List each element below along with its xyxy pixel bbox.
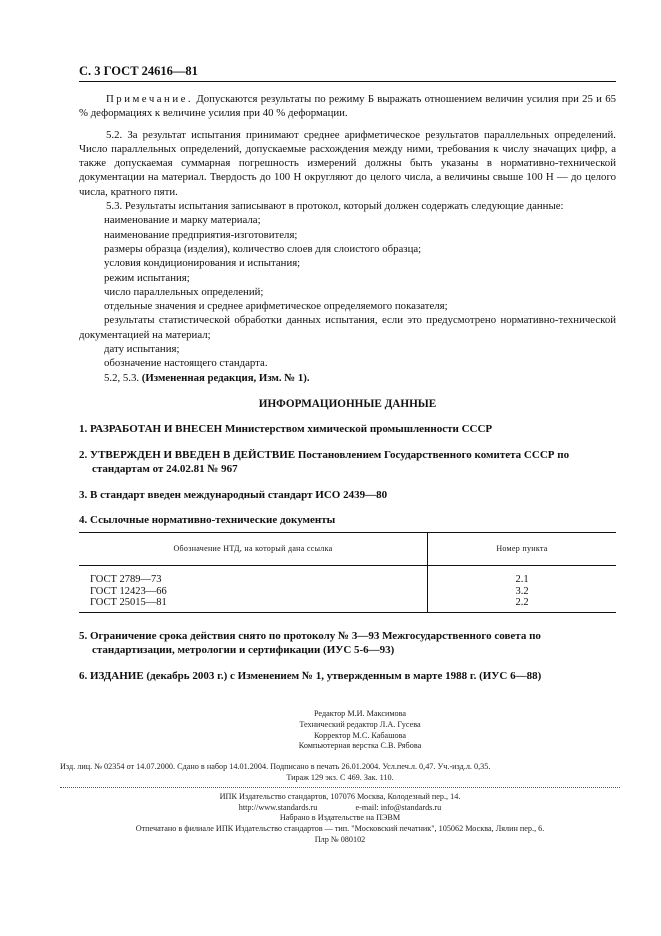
credit-tech-editor: Технический редактор Л.А. Гусева — [299, 719, 421, 729]
paragraph-5-3: 5.3. Результаты испытания записывают в протокол, который должен содержать следующие данные: — [106, 200, 564, 213]
info-item-5 — [79, 629, 616, 658]
table-header-document: Обозначение НТД, на который дана ссылка — [79, 532, 428, 565]
info-item-2-line-1: 2. УТВЕРЖДЕН И ВВЕДЕН В ДЕЙСТВИЕ Постановлением Государственного комитета СССР по — [79, 448, 570, 461]
table-header-clause: Номер пункта — [428, 532, 617, 565]
list-item: наименование и марку материала; — [104, 214, 261, 227]
print-run-line: Тираж 129 экз. С 469. Зак. 110. — [286, 772, 394, 782]
publisher-line: ИПК Издательство стандартов, 107076 Москва, Колодезный пер., 14. — [219, 791, 461, 801]
table-cell-document: ГОСТ 12423—66 — [79, 586, 428, 598]
info-item-5-line-1: 5. Ограничение срока действия снято по протоколу № 3—93 Межгосударственного совета по — [79, 629, 541, 642]
credit-editor: Редактор М.И. Максимова — [313, 709, 407, 718]
list-item: число параллельных определений; — [104, 285, 264, 298]
section-title: ИНФОРМАЦИОННЫЕ ДАННЫЕ — [258, 397, 437, 410]
imprint — [60, 709, 620, 846]
list-item: дату испытания; — [104, 343, 180, 356]
document-body — [79, 92, 616, 694]
plr-line: Плр № 080102 — [314, 834, 366, 844]
imprint-divider — [60, 787, 620, 788]
info-item-2 — [79, 448, 616, 477]
list-item: отдельные значения и среднее арифметическое определяемого показателя; — [104, 300, 448, 313]
list-item: обозначение настоящего стандарта. — [104, 357, 268, 370]
credit-proofreader: Корректор М.С. Кабашова — [313, 730, 406, 740]
page-header: С. 3 ГОСТ 24616—81 — [79, 64, 198, 78]
printed-line: Отпечатано в филиале ИПК Издательство стандартов — тип. "Московский печатник", 105062 Москва, Лялин пер., 6. — [135, 824, 545, 834]
email-link: e-mail: info@standards.ru — [355, 802, 442, 812]
note-paragraph — [79, 92, 616, 121]
paragraph-5-2: 5.2. За результат испытания принимают среднее арифметическое результатов параллельных определений. Число параллельных определений, допускаемые расхождения между ними, требования к числу значащих цифр, а также допускаемая суммарная погрешность измерений должны быть указаны в нормативно-технической документации на материал. Твердость до 100 Н округляют до целого числа, а величины свыше 100 Н — до целого числа, кратного пяти. — [79, 128, 616, 198]
typeset-line: Набрано в Издательстве на ПЭВМ — [279, 813, 401, 823]
list-item: режим испытания; — [104, 271, 190, 284]
note-label: Примечание. — [106, 93, 194, 105]
list-item: условия кондиционирования и испытания; — [104, 257, 301, 270]
info-item-4: 4. Ссылочные нормативно-технические документы — [79, 514, 336, 527]
license-line: Изд. лиц. № 02354 от 14.07.2000. Сдано в набор 14.01.2004. Подписано в печать 26.01.2004. Усл.печ.л. 0,47. Уч.-изд.л. 0,35. — [60, 762, 491, 772]
info-item-6: 6. ИЗДАНИЕ (декабрь 2003 г.) с Изменением № 1, утвержденным в марте 1988 г. (ИУС 6—88) — [79, 669, 542, 682]
list-item: размеры образца (изделия), количество слоев для слоистого образца; — [104, 242, 422, 255]
table-row — [79, 566, 616, 586]
table-cell-clause: 2.1 — [515, 574, 529, 586]
info-item-3: 3. В стандарт введен международный стандарт ИСО 2439—80 — [79, 488, 388, 501]
revision-label: (Измененная редакция, Изм. № 1). — [141, 371, 310, 384]
website-link: http://www.standards.ru — [238, 802, 318, 812]
info-item-2-line-2: стандартам от 24.02.81 № 967 — [92, 463, 238, 476]
info-item-1: 1. РАЗРАБОТАН И ВНЕСЕН Министерством химической промышленности СССР — [79, 423, 493, 436]
table-row — [79, 597, 616, 612]
table-row — [79, 586, 616, 598]
table-cell-clause: 3.2 — [515, 585, 529, 597]
table-cell-document: ГОСТ 2789—73 — [79, 566, 428, 586]
credit-layout: Компьютерная верстка С.В. Рябова — [298, 741, 422, 751]
list-item: результаты статистической обработки данных испытания, если это предусмотрено нормативно-технической документацией на материал; — [79, 314, 616, 341]
reference-table — [79, 532, 616, 613]
table-cell-document: ГОСТ 25015—81 — [79, 597, 428, 612]
web-line — [60, 803, 620, 814]
table-cell-clause: 2.2 — [428, 597, 617, 612]
note-text: Допускаются результаты по режиму Б выражать отношением величин усилия при 25 и 65 % деформациях к величине усилия при 40 % деформации. — [79, 93, 616, 120]
revision-prefix: 5.2, 5.3. — [104, 371, 142, 384]
list-item: наименование предприятия-изготовителя; — [104, 228, 298, 241]
info-item-5-line-2: стандартизации, метрологии и сертификации (ИУС 5-6—93) — [92, 644, 395, 657]
revision-note — [79, 371, 616, 385]
header-rule — [79, 81, 616, 82]
credits — [100, 709, 620, 752]
